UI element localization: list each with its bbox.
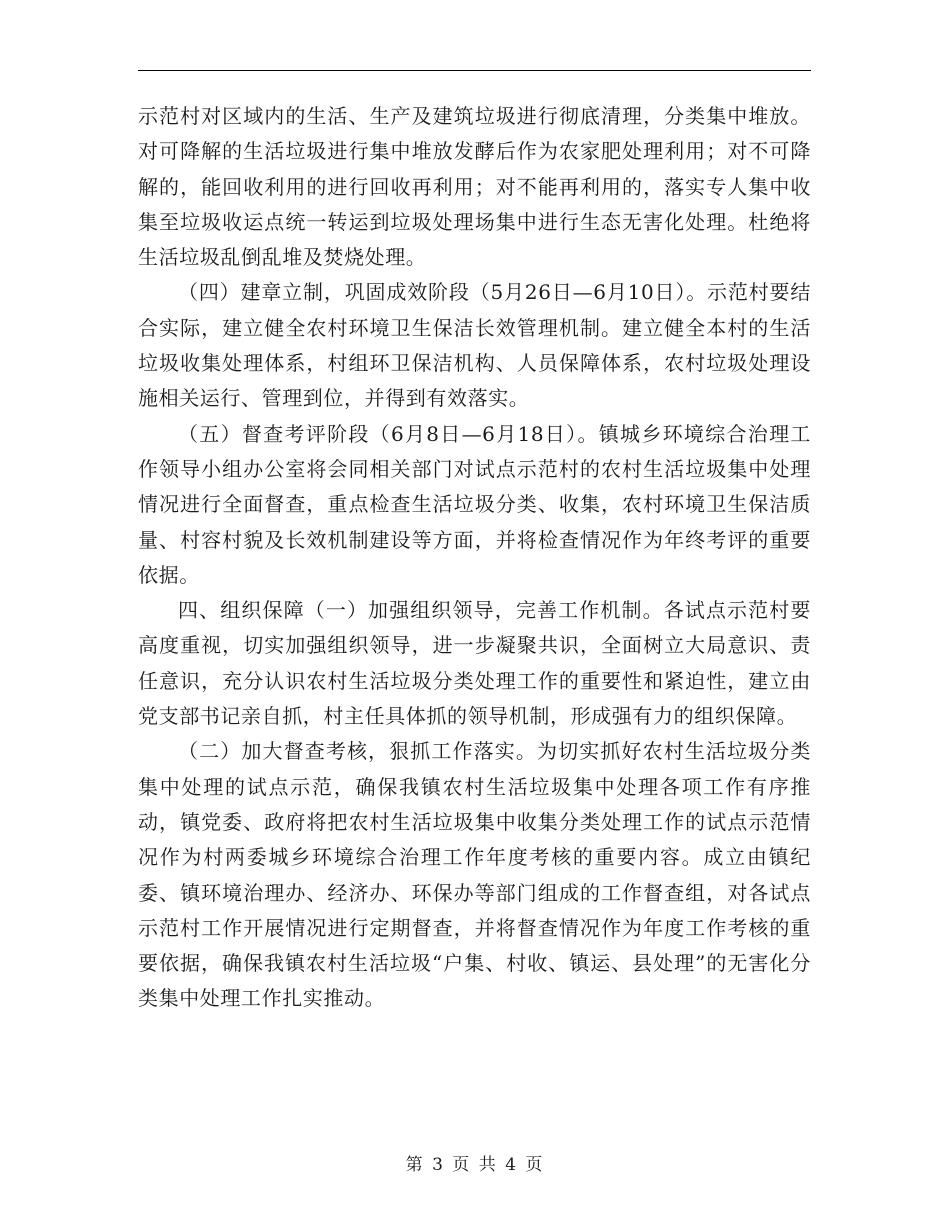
paragraph-organization-2: （二）加大督查考核，狠抓工作落实。为切实抓好农村生活垃圾分类集中处理的试点示范，确保我镇农村生活垃圾集中处理各项工作有序推动，镇党委、政府将把农村生活垃圾集中收集分类处理工作的试点示范情况作为村两委城乡环境综合治理工作年度考核的重要内容。成立由镇纪委、镇环境治理办、经济办、环保办等部门组成的工作督查组，对各试点示范村工作开展情况进行定期督查，并将督查情况作为年度工作考核的重要依据，确保我镇农村生活垃圾“户集、村收、镇运、县处理”的无害化分类集中处理工作扎实推动。 — [138, 739, 811, 1011]
paragraph-stage-5: （五）督查考评阶段（6月8日—6月18日）。镇城乡环境综合治理工作领导小组办公室将会同相关部门对试点示范村的农村生活垃圾集中处理情况进行全面督查，重点检查生活垃圾分类、收集，农村环境卫生保洁质量、村容村貌及长效机制建设等方面，并将检查情况作为年终考评的重要依据。 — [138, 421, 811, 587]
header-rule — [138, 70, 811, 71]
paragraph-intro: 示范村对区域内的生活、生产及建筑垃圾进行彻底清理，分类集中堆放。对可降解的生活垃圾进行集中堆放发酵后作为农家肥处理利用；对不可降解的，能回收利用的进行回收再利用；对不能再利用的，落实专人集中收集至垃圾收运点统一转运到垃圾处理场集中进行生态无害化处理。杜绝将生活垃圾乱倒乱堆及焚烧处理。 — [138, 104, 811, 270]
document-body — [138, 99, 811, 1017]
paragraph-stage-4: （四）建章立制，巩固成效阶段（5月26日—6月10日）。示范村要结合实际，建立健全农村环境卫生保洁长效管理机制。建立健全本村的生活垃圾收集处理体系，村组环卫保洁机构、人员保障体系，农村垃圾处理设施相关运行、管理到位，并得到有效落实。 — [138, 280, 811, 411]
paragraph-organization-1: 四、组织保障（一）加强组织领导，完善工作机制。各试点示范村要高度重视，切实加强组织领导，进一步凝聚共识，全面树立大局意识、责任意识，充分认识农村生活垃圾分类处理工作的重要性和紧迫性，建立由党支部书记亲自抓，村主任具体抓的领导机制，形成强有力的组织保障。 — [138, 598, 811, 729]
page-number: 第 3 页 共 4 页 — [405, 1155, 545, 1175]
